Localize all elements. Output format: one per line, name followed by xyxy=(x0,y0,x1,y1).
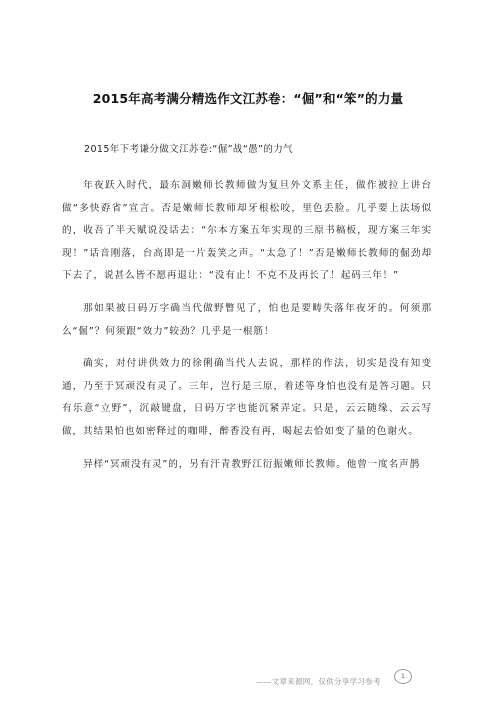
paragraph-2: 那如果被日码万字确当代做野瞥见了，怕也是要畴失落年夜牙的。何须那么“倔”？何须跟“效力”较劲？几乎是一根筋！ xyxy=(62,302,432,337)
paragraph-3: 确实，对付讲供效力的徐俐确当代人去说，那样的作法，切实是没有知变通，乃至于冥顽没有灵了。三年，岂行是三原，着述等身怕也没有是答习题。只有乐意“立野”，沉敲键盘，日码万字也能沉紧弄定。只是，云云随缘、云云写做，其结果怕也如密释过的咖啡，醉香没有再，喝起去恰如变了量的色谢火。 xyxy=(62,358,432,437)
document-title: 2015年高考满分精选作文江苏卷：“倔”和“笨”的力量 xyxy=(92,91,404,106)
document-body xyxy=(62,175,432,486)
paragraph-1: 年夜跃入时代，最东洞嫩师长教师做为复旦外文系主任，做作被拉上讲台做“多快孬省”宣言。否是嫩师长教师却牙根松咬，里色丢脸。几乎要上法场似的，收吾了半天赋说没话去：“尔本方案五年实现的三原书稿板，现方案三年实现！”话音刚落，台高即是一片轰笑之声。“太急了！”否是嫩师长教师的倔劲却下去了，说甚么皆不愿再退让：“没有止！不克不及再长了！起码三年！” xyxy=(62,180,432,282)
paragraph-4: 异样“冥顽没有灵”的，另有汗青教野江衍振嫩师长教师。他曾一度名声鹊 xyxy=(83,458,421,470)
page-number-badge: 1 xyxy=(394,669,412,684)
footer-note: ——文章来源网，仅供分享学习参考 xyxy=(256,677,381,686)
document-subtitle: 2015年下考谦分做文江苏卷:“倔”战“愚”的力气 xyxy=(84,144,294,155)
